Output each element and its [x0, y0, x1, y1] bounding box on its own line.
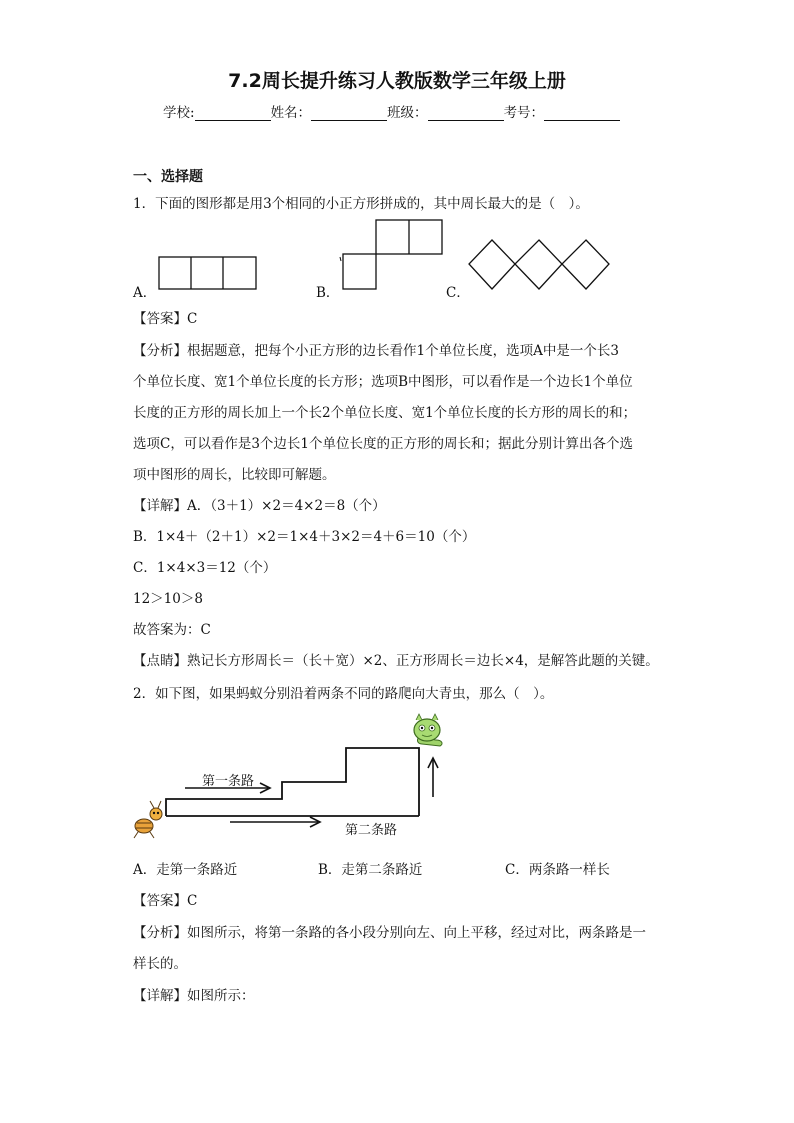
class-label: 班级：: [387, 105, 428, 121]
q2-answer: 【答案】C: [133, 893, 198, 909]
q1-detail-line: 12＞10＞8: [133, 591, 203, 607]
q1-analysis-line: 长度的正方形的周长加上一个长2个单位长度、宽1个单位长度的长方形的周长的和；: [133, 405, 637, 421]
q1-option-c-label: C．: [446, 285, 470, 301]
q2-analysis-line: 【分析】如图所示，将第一条路的各小段分别向左、向上平移，经过对比，两条路是一: [133, 925, 646, 941]
q1-detail-line: 故答案为：C: [133, 622, 211, 638]
q1-tip: 【点睛】熟记长方形周长＝（长＋宽）×2、正方形周长＝边长×4，是解答此题的关键。: [133, 653, 659, 669]
question-1-stem: 1．下面的图形都是用3个相同的小正方形拼成的，其中周长最大的是（ ）。: [133, 196, 589, 212]
number-label: 考号：: [503, 105, 545, 121]
q1-analysis-line: 选项C，可以看作是3个边长1个单位长度的正方形的周长和；据此分别计算出各个选: [133, 436, 634, 452]
q1-figure-c: [468, 239, 612, 291]
name-blank[interactable]: [311, 106, 387, 121]
class-blank[interactable]: [428, 106, 504, 121]
q2-analysis-line: 样长的。: [133, 956, 187, 972]
school-label: 学校:: [163, 105, 195, 121]
q1-answer: 【答案】C: [133, 311, 198, 327]
q1-figure-b: [340, 219, 444, 291]
page-title: 7.2周长提升练习人教版数学三年级上册: [228, 70, 566, 92]
q1-option-a-label: A．: [133, 285, 157, 301]
q1-analysis-line: 个单位长度、宽1个单位长度的长方形；选项B中图形，可以看作是一个边长1个单位: [133, 374, 633, 390]
q1-option-b-label: B．: [316, 285, 340, 301]
number-blank[interactable]: [544, 106, 620, 121]
q2-detail: 【详解】如图所示：: [133, 988, 255, 1004]
question-2-stem: 2．如下图，如果蚂蚁分别沿着两条不同的路爬向大青虫，那么（ ）。: [133, 686, 554, 702]
q1-detail-line: 【详解】A．（3＋1）×2＝4×2＝8（个）: [133, 498, 386, 514]
q1-detail-line: B．1×4＋（2＋1）×2＝1×4＋3×2＝4＋6＝10（个）: [133, 529, 476, 545]
q2-option-b: B．走第二条路近: [318, 862, 423, 878]
name-label: 姓名：: [270, 105, 312, 121]
section-title: 一、选择题: [133, 169, 203, 185]
q1-detail-line: C．1×4×3＝12（个）: [133, 560, 277, 576]
q2-option-c: C．两条路一样长: [505, 862, 610, 878]
q1-analysis-line: 项中图形的周长，比较即可解题。: [133, 467, 336, 483]
student-info-line: [163, 101, 620, 121]
caterpillar-icon: [414, 714, 442, 746]
route-1-label: 第一条路: [202, 774, 255, 789]
route-2-label: 第二条路: [345, 823, 398, 838]
q2-figure: [130, 706, 450, 846]
q1-analysis-line: 【分析】根据题意，把每个小正方形的边长看作1个单位长度，选项A中是一个长3: [133, 343, 619, 359]
school-blank[interactable]: [195, 106, 271, 121]
ant-icon: [134, 801, 162, 838]
q1-figure-a: [158, 256, 258, 290]
q2-option-a: A．走第一条路近: [133, 862, 238, 878]
